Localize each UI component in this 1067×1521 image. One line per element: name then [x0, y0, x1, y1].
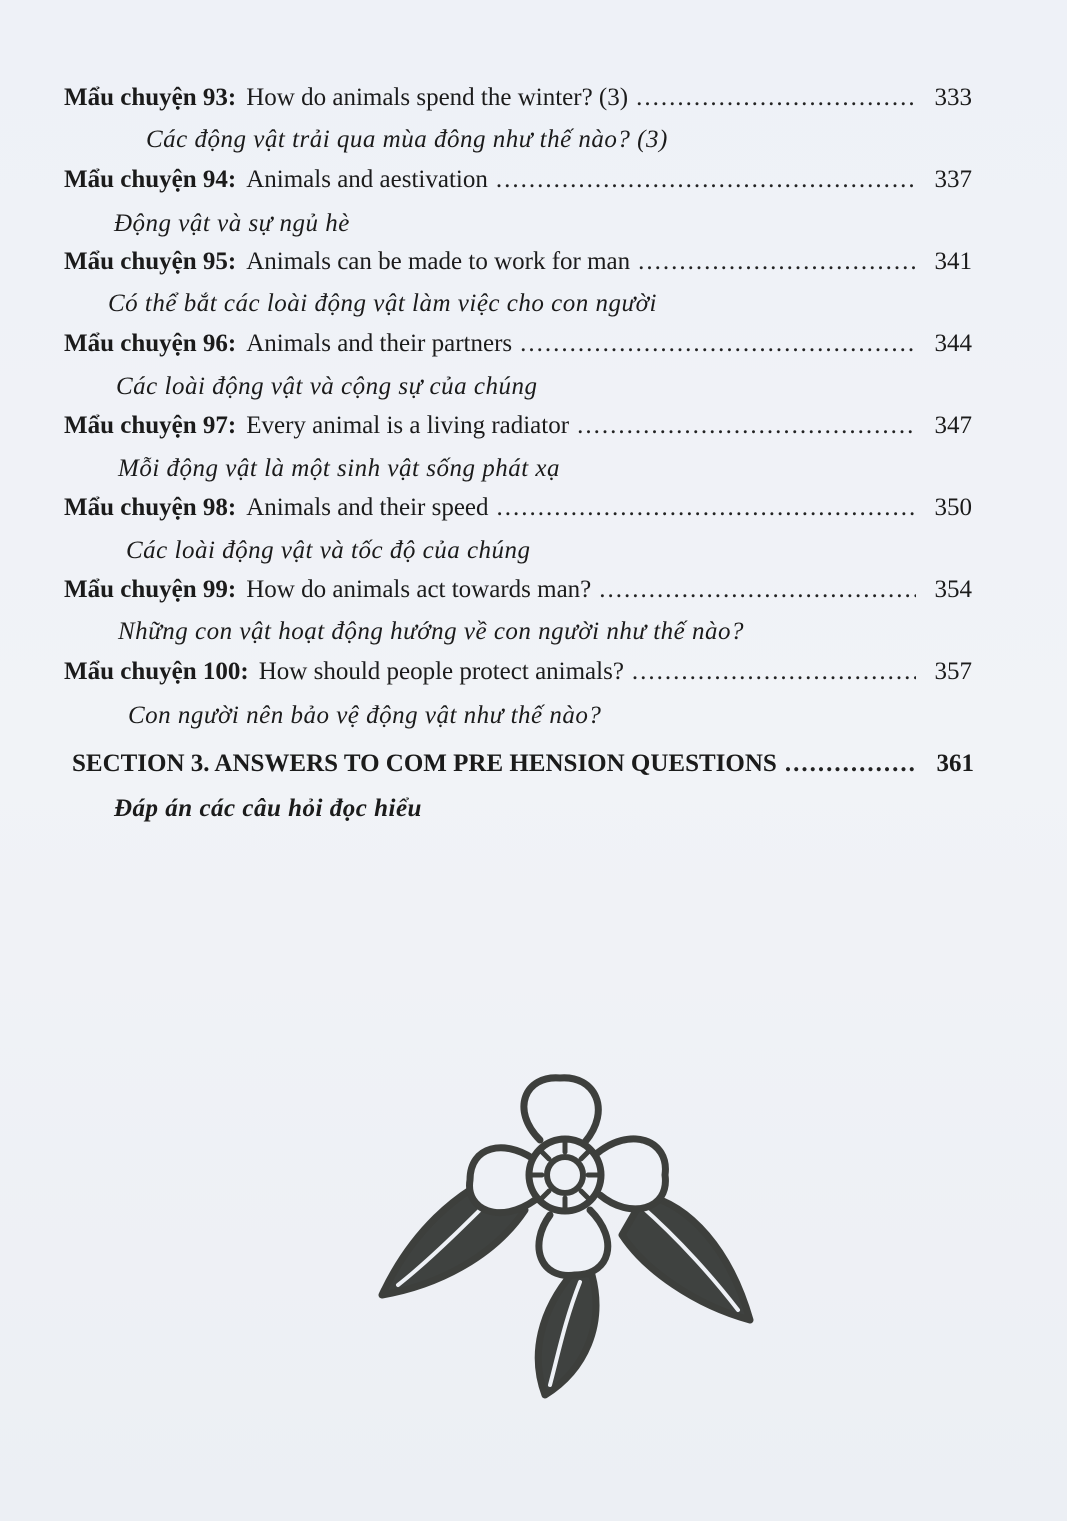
toc-entry-subtitle: Có thể bắt các loài động vật làm việc cho con người	[108, 290, 657, 317]
toc-entry-title: Animals can be made to work for man	[246, 248, 631, 275]
toc-entry-subtitle: Các loài động vật và tốc độ của chúng	[126, 537, 531, 564]
toc-entry-page: 350	[934, 494, 972, 521]
leader-dots	[577, 412, 916, 440]
toc-entry-subtitle: Con người nên bảo vệ động vật như thế nào?	[128, 702, 602, 729]
toc-entry-94[interactable]	[64, 166, 972, 200]
toc-entry-title: Animals and their partners	[246, 330, 513, 357]
leader-dots	[785, 750, 918, 778]
leader-dots	[497, 494, 916, 522]
leader-dots	[496, 166, 916, 194]
toc-entry-page: 341	[934, 248, 972, 275]
toc-entry-subtitle: Các loài động vật và cộng sự của chúng	[116, 373, 538, 400]
toc-entry-page: 337	[934, 166, 972, 193]
toc-entry-99[interactable]	[64, 576, 972, 610]
toc-entry-95[interactable]	[64, 248, 972, 282]
toc-entry-label: Mẩu chuyện 98:	[64, 494, 237, 521]
toc-entry-title: How do animals spend the winter? (3)	[246, 84, 629, 111]
toc-entry-page: 344	[934, 330, 972, 357]
toc-entry-100[interactable]	[64, 658, 972, 692]
flower-icon	[360, 1070, 780, 1400]
toc-entry-page: 354	[934, 576, 972, 603]
toc-entry-page: 347	[934, 412, 972, 439]
toc-entry-label: Mẩu chuyện 100:	[64, 658, 249, 685]
toc-entry-93[interactable]	[64, 84, 972, 118]
toc-entry-subtitle: Động vật và sự ngủ hè	[114, 210, 350, 237]
toc-entry-title: How should people protect animals?	[258, 658, 624, 685]
leader-dots	[520, 330, 916, 358]
toc-entry-96[interactable]	[64, 330, 972, 364]
toc-entry-subtitle: Mỗi động vật là một sinh vật sống phát xạ	[118, 455, 560, 482]
toc-entry-title: Every animal is a living radiator	[246, 412, 570, 439]
toc-entry-label: Mẩu chuyện 95:	[64, 248, 237, 275]
section-page: 361	[936, 750, 974, 777]
toc-entry-page: 333	[934, 84, 972, 111]
section-subtitle: Đáp án các câu hỏi đọc hiểu	[114, 795, 422, 822]
toc-entry-page: 357	[934, 658, 972, 685]
toc-entry-label: Mẩu chuyện 99:	[64, 576, 237, 603]
toc-entry-label: Mẩu chuyện 96:	[64, 330, 237, 357]
toc-entry-97[interactable]	[64, 412, 972, 446]
leader-dots	[636, 84, 916, 112]
toc-entry-label: Mẩu chuyện 94:	[64, 166, 237, 193]
toc-section-3[interactable]	[72, 750, 974, 784]
toc-entry-98[interactable]	[64, 494, 972, 528]
leader-dots	[638, 248, 916, 276]
toc-entry-subtitle: Các động vật trải qua mùa đông như thế nào? (3)	[146, 126, 668, 153]
toc-entry-title: Animals and aestivation	[246, 166, 488, 193]
section-title: SECTION 3. ANSWERS TO COM PRE HENSION QUESTIONS	[72, 750, 777, 777]
toc-entry-subtitle: Những con vật hoạt động hướng về con người như thế nào?	[118, 618, 745, 645]
leader-dots	[599, 576, 916, 604]
toc-entry-label: Mẩu chuyện 97:	[64, 412, 237, 439]
leader-dots	[632, 658, 916, 686]
toc-entry-title: How do animals act towards man?	[246, 576, 592, 603]
toc-entry-title: Animals and their speed	[246, 494, 489, 521]
toc-entry-label: Mẩu chuyện 93:	[64, 84, 237, 111]
